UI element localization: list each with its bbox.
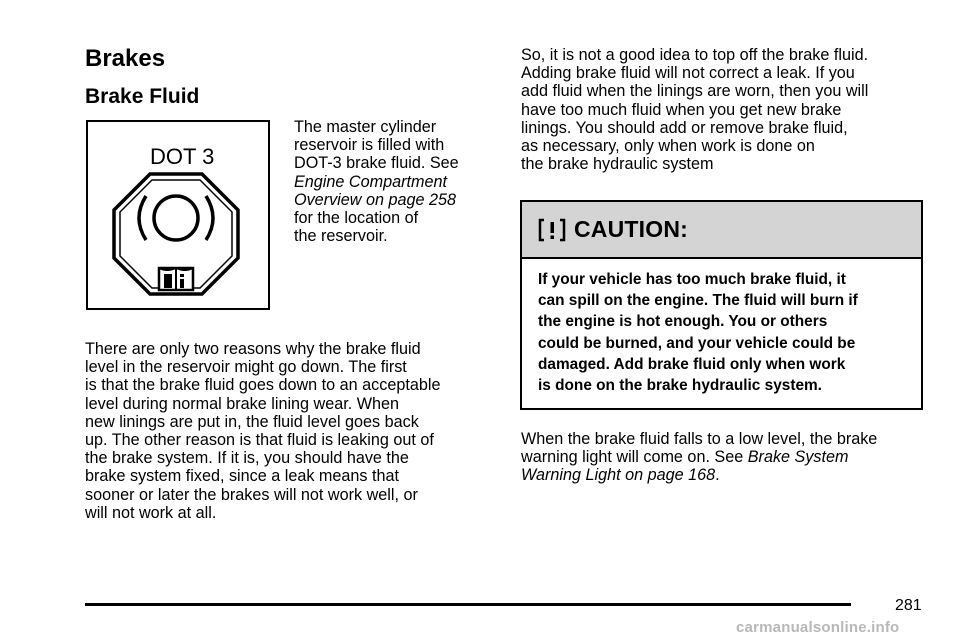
paragraph-line: level in the reservoir might go down. The first [85, 358, 407, 377]
caution-text [522, 259, 921, 396]
paragraph-line: the brake hydraulic system [521, 155, 714, 174]
caution-title: CAUTION: [574, 216, 689, 242]
paragraph-text: . [715, 466, 720, 485]
caution-line: could be burned, and your vehicle could be [538, 334, 856, 352]
link-text: Engine Compartment [294, 172, 447, 191]
warning-light-paragraph [521, 430, 921, 485]
brake-warning-light-link[interactable]: Warning Light on page 168 [521, 466, 716, 485]
paragraph-line: linings. You should add or remove brake fluid, [521, 118, 848, 137]
paragraph-line: There are only two reasons why the brake fluid [85, 340, 421, 358]
reservoir-cap-figure [86, 120, 270, 310]
page-number: 281 [895, 597, 922, 614]
caution-line: is done on the brake hydraulic system. [538, 377, 822, 395]
intro-text [294, 118, 494, 245]
caution-bracket-icon [538, 216, 566, 244]
paragraph-text: warning light will come on. See [521, 448, 748, 467]
intro-line: The master cylinder [294, 118, 437, 136]
paragraph-line [521, 448, 921, 466]
top-off-paragraph [521, 46, 921, 173]
paragraph-line: will not work at all. [85, 503, 217, 522]
paragraph-line: sooner or later the brakes will not work well, or [85, 485, 418, 504]
caution-line: damaged. Add brake fluid only when work [538, 355, 846, 373]
right-bracket-mark [206, 196, 213, 240]
reservoir-cap-illustration [88, 122, 268, 308]
paragraph-line: new linings are put in, the fluid level goes back [85, 412, 419, 431]
paragraph-line: So, it is not a good idea to top off the brake fluid. [521, 46, 869, 64]
cap-label: DOT 3 [150, 144, 215, 169]
paragraph-line: have too much fluid when you get new brake [521, 100, 842, 119]
intro-line: reservoir is filled with [294, 136, 445, 155]
caution-line: If your vehicle has too much brake fluid, it [538, 271, 846, 288]
owners-manual-icon [159, 268, 193, 290]
paragraph-line: up. The other reason is that fluid is leaking out of [85, 431, 434, 450]
caution-header [522, 202, 921, 259]
paragraph-line: is that the brake fluid goes down to an acceptable [85, 376, 441, 395]
link-text: Overview on page 258 [294, 190, 456, 209]
fluid-circle-icon [154, 196, 198, 240]
caution-line: the engine is hot enough. You or others [538, 313, 828, 331]
paragraph-line: brake system fixed, since a leak means that [85, 467, 400, 486]
brake-fluid-level-paragraph [85, 340, 495, 522]
intro-line: for the location of [294, 209, 419, 228]
caution-line: can spill on the engine. The fluid will burn if [538, 292, 858, 310]
brake-warning-light-link[interactable]: Brake System [747, 448, 849, 467]
footer-rule [85, 603, 851, 606]
engine-compartment-link[interactable] [294, 173, 494, 191]
subsection-title: Brake Fluid [85, 85, 200, 108]
watermark: carmanualsonline.info [736, 619, 900, 636]
engine-compartment-link[interactable] [294, 191, 494, 209]
intro-line: DOT-3 brake fluid. See [294, 154, 459, 173]
intro-line: the reservoir. [294, 227, 388, 246]
paragraph-line: the brake system. If it is, you should have the [85, 449, 409, 468]
paragraph-line: level during normal brake lining wear. When [85, 394, 400, 413]
paragraph-line: Adding brake fluid will not correct a leak. If you [521, 64, 855, 83]
paragraph-line: When the brake fluid falls to a low level, the brake [521, 430, 878, 448]
caution-box [520, 200, 923, 410]
paragraph-line: as necessary, only when work is done on [521, 137, 815, 156]
paragraph-line [521, 466, 921, 484]
section-title: Brakes [85, 45, 166, 72]
paragraph-line: add fluid when the linings are worn, then you will [521, 82, 869, 101]
left-bracket-mark [139, 196, 146, 240]
